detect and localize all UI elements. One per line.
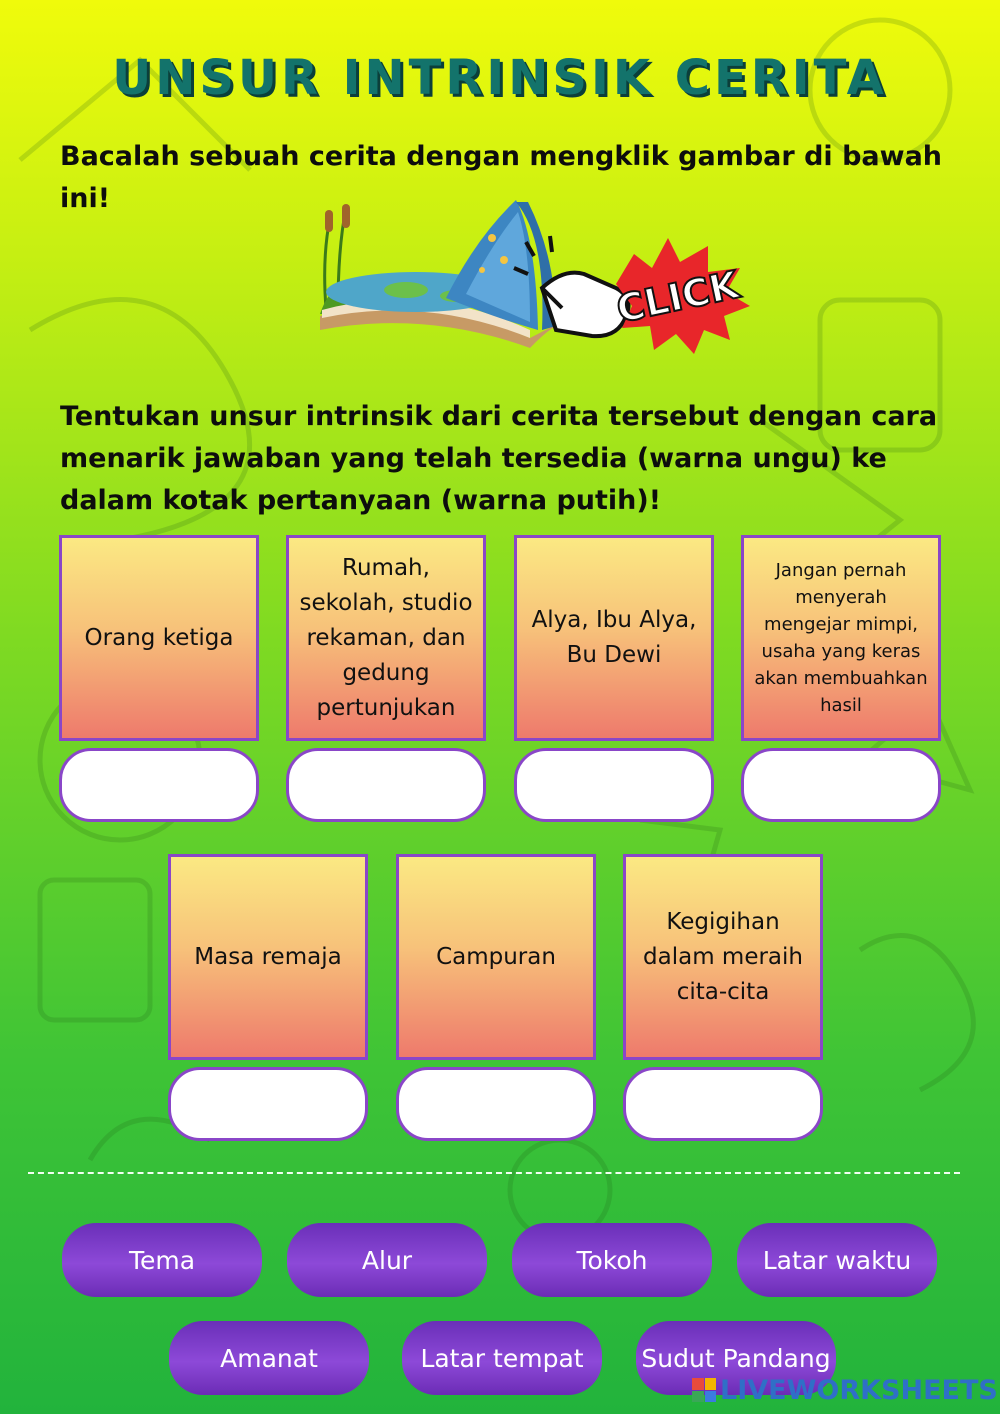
question-box: Campuran (396, 854, 596, 1060)
question-box: Alya, Ibu Alya, Bu Dewi (514, 535, 714, 741)
answer-chip-amanat[interactable]: Amanat (169, 1321, 369, 1395)
click-label: CLICK (612, 262, 743, 332)
answer-drop-zone[interactable] (396, 1067, 596, 1141)
answer-chip-latar-waktu[interactable]: Latar waktu (737, 1223, 937, 1297)
answer-drop-zone[interactable] (623, 1067, 823, 1141)
story-book-link[interactable] (316, 198, 756, 360)
answer-drop-zone[interactable] (286, 748, 486, 822)
question-box: Rumah, sekolah, studio rekaman, dan gedung pertunjukan (286, 535, 486, 741)
question-box: Masa remaja (168, 854, 368, 1060)
divider (28, 1172, 960, 1174)
liveworksheets-brand (692, 1374, 998, 1406)
question-box: Jangan pernah menyerah mengejar mimpi, usaha yang keras akan membuahkan hasil (741, 535, 941, 741)
question-box: Orang ketiga (59, 535, 259, 741)
answer-chip-sudut-pandang[interactable]: Sudut Pandang (636, 1321, 836, 1395)
open-book-illustration (320, 200, 589, 348)
answer-drop-zone[interactable] (741, 748, 941, 822)
question-box: Kegigihan dalam meraih cita-cita (623, 854, 823, 1060)
answer-chip-alur[interactable]: Alur (287, 1223, 487, 1297)
brand-name: LIVEWORKSHEETS (720, 1374, 998, 1406)
answer-drop-zone[interactable] (59, 748, 259, 822)
task-instruction: Tentukan unsur intrinsik dari cerita tersebut dengan cara menarik jawaban yang telah tersedia (warna ungu) ke dalam kotak pertanyaan (warna putih)! (60, 401, 938, 516)
answer-drop-zone[interactable] (168, 1067, 368, 1141)
answer-chip-tokoh[interactable]: Tokoh (512, 1223, 712, 1297)
answer-chip-latar-tempat[interactable]: Latar tempat (402, 1321, 602, 1395)
page-title: UNSUR INTRINSIK CERITA (112, 50, 888, 106)
read-instruction: Bacalah sebuah cerita dengan mengklik gambar di bawah ini! (60, 141, 943, 214)
click-burst-icon (613, 238, 750, 354)
liveworksheets-logo-icon (692, 1378, 716, 1402)
answer-drop-zone[interactable] (514, 748, 714, 822)
answer-chip-tema[interactable]: Tema (62, 1223, 262, 1297)
